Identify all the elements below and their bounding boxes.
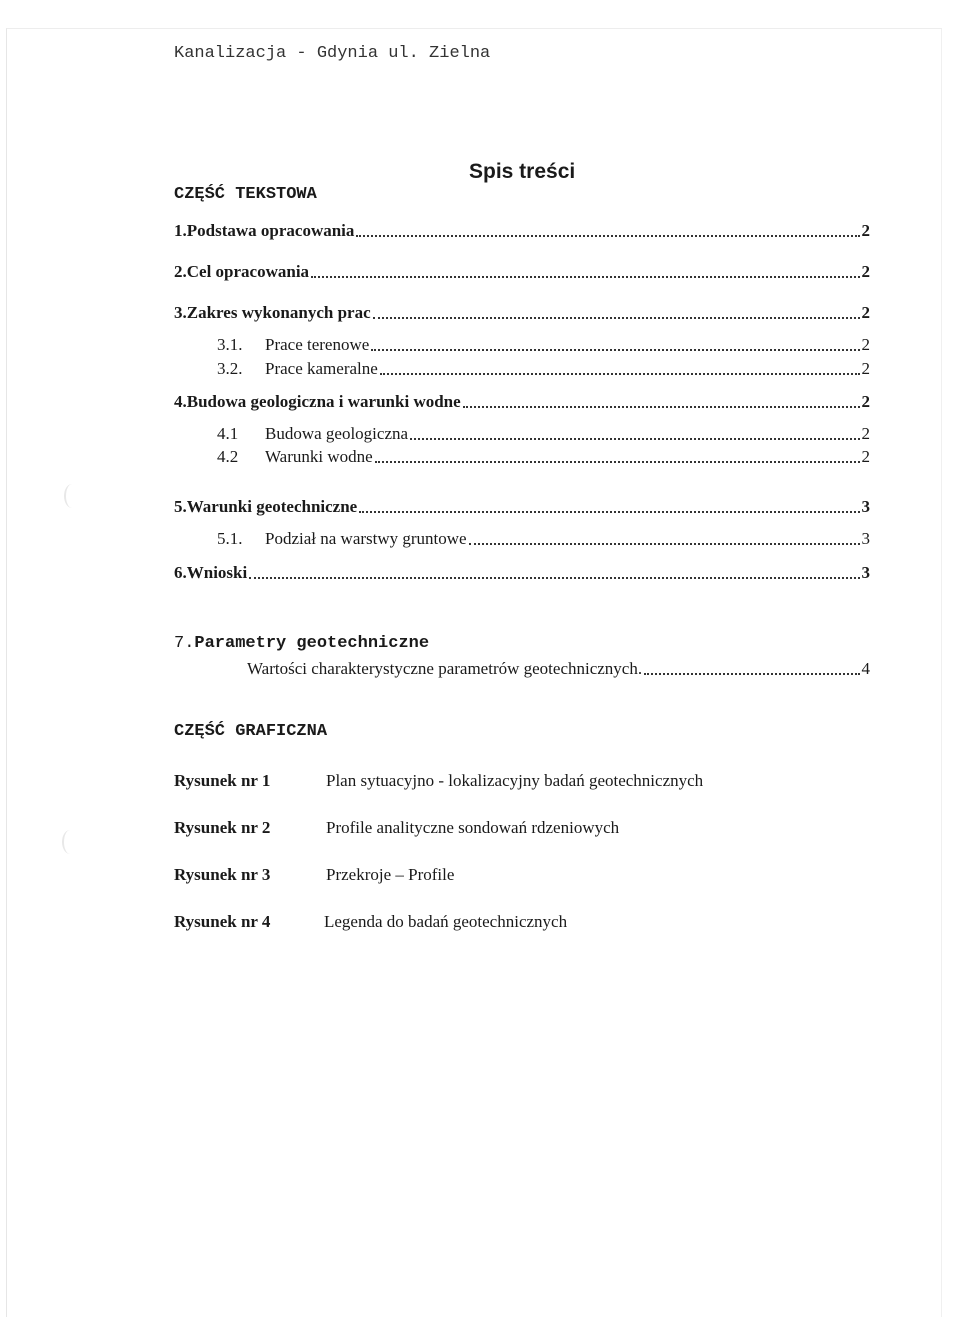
toc-entry-label: Warunki geotechniczne (186, 497, 358, 516)
toc-entry-label: Wartości charakterystyczne parametrów geotechnicznych. (247, 659, 643, 678)
toc-page-number: 3 (861, 497, 870, 516)
toc-entry (174, 392, 870, 412)
toc-entry-label: Warunki wodne (265, 447, 373, 466)
punch-hole-mark (62, 830, 78, 854)
toc-entry-number: 6. (174, 563, 187, 582)
dot-leader (463, 406, 860, 408)
drawing-label: Rysunek nr 1 (174, 771, 271, 790)
drawing-description: Przekroje – Profile (326, 865, 455, 884)
toc-entry-number: 4.1 (217, 424, 239, 443)
toc-entry (174, 221, 870, 241)
toc-page-number: 2 (861, 424, 870, 443)
toc-entry-label: Budowa geologiczna i warunki wodne (186, 392, 461, 411)
toc-page-number: 2 (861, 392, 870, 411)
toc-page-number: 4 (861, 659, 870, 678)
toc-entry-label: Budowa geologiczna (265, 424, 409, 443)
toc-page-number: 2 (861, 359, 870, 378)
toc-entry (217, 529, 870, 549)
toc-entry (217, 447, 870, 467)
toc-page-number: 2 (861, 335, 870, 354)
toc-page-number: 3 (861, 563, 870, 582)
drawing-description: Legenda do badań geotechnicznych (324, 912, 568, 931)
dot-leader (356, 235, 859, 237)
dot-leader (380, 373, 860, 375)
toc-entry-label: Podział na warstwy gruntowe (265, 529, 467, 548)
drawing-description: Plan sytuacyjno - lokalizacyjny badań geotechnicznych (326, 771, 704, 790)
drawing-description: Profile analityczne sondowań rdzeniowych (326, 818, 620, 837)
toc-entry (247, 659, 870, 679)
page-title: Spis treści (469, 160, 576, 183)
toc-page-number: 2 (861, 262, 870, 281)
toc-entry-label: Wnioski (186, 563, 248, 582)
toc-entry-label: Prace terenowe (265, 335, 370, 354)
toc-entry-label: Zakres wykonanych prac (186, 303, 371, 322)
section-heading-graphic-part: CZĘŚĆ GRAFICZNA (174, 722, 328, 741)
toc-entry-number: 3. (174, 303, 187, 322)
toc-entry-label: Parametry geotechniczne (194, 634, 430, 653)
toc-entry-number: 3.2. (217, 359, 243, 378)
toc-entry-number: 5. (174, 497, 187, 516)
dot-leader (469, 543, 860, 545)
dot-leader (359, 511, 859, 513)
dot-leader (410, 438, 859, 440)
toc-entry (217, 335, 870, 355)
dot-leader (644, 673, 859, 675)
toc-entry-number: 4.2 (217, 447, 239, 466)
toc-entry-number: 5.1. (217, 529, 243, 548)
toc-page-number: 2 (861, 303, 870, 322)
drawing-label: Rysunek nr 2 (174, 818, 271, 837)
toc-entry-parameters (174, 634, 429, 653)
dot-leader (371, 349, 859, 351)
drawing-label: Rysunek nr 3 (174, 865, 271, 884)
punch-hole-mark (64, 484, 80, 508)
toc-page-number: 2 (861, 221, 870, 240)
toc-entry-label: Podstawa opracowania (186, 221, 355, 240)
toc-entry-number: 3.1. (217, 335, 243, 354)
section-heading-text-part: CZĘŚĆ TEKSTOWA (174, 185, 317, 204)
toc-entry-number: 2. (174, 262, 187, 281)
toc-entry-number: 7. (174, 634, 195, 653)
toc-entry (174, 497, 870, 517)
toc-entry-label: Cel opracowania (186, 262, 310, 281)
toc-entry (174, 303, 870, 323)
toc-page-number: 2 (861, 447, 870, 466)
dot-leader (249, 577, 859, 579)
toc-entry (174, 262, 870, 282)
document-header: Kanalizacja - Gdynia ul. Zielna (174, 44, 491, 63)
dot-leader (375, 461, 860, 463)
toc-entry-number: 1. (174, 221, 187, 240)
toc-entry (217, 359, 870, 379)
toc-entry (217, 424, 870, 444)
toc-entry (174, 563, 870, 583)
toc-entry-label: Prace kameralne (265, 359, 378, 378)
toc-entry-number: 4. (174, 392, 187, 411)
dot-leader (311, 276, 859, 278)
dot-leader (373, 317, 860, 319)
toc-page-number: 3 (861, 529, 870, 548)
drawing-label: Rysunek nr 4 (174, 912, 271, 931)
